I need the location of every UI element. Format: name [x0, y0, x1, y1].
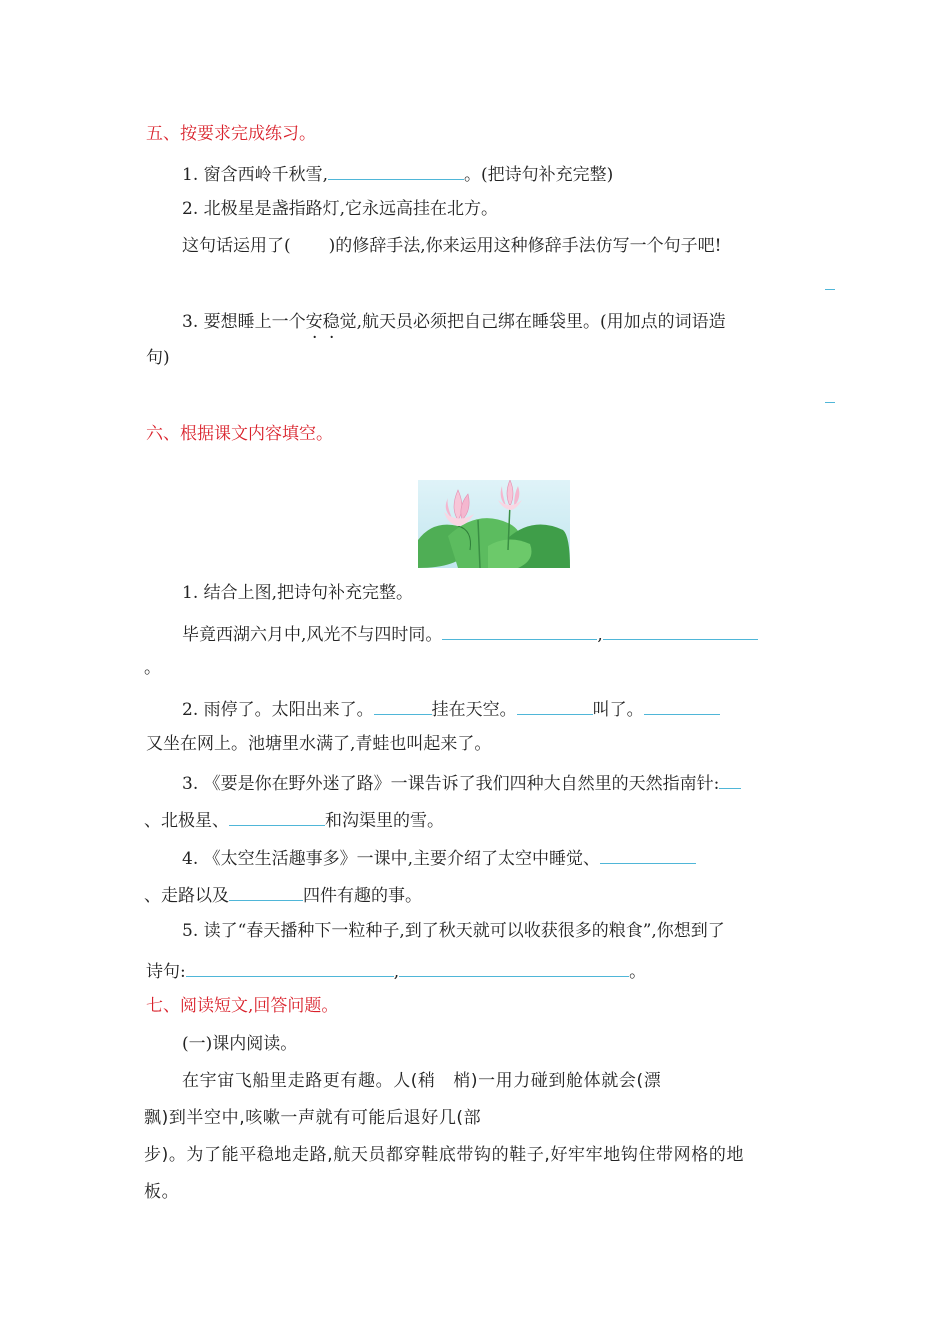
s7-subtitle: (一)课内阅读。	[182, 1034, 298, 1054]
s5-q1-blank[interactable]	[328, 161, 464, 180]
s6-q3-text-a: 3. 《要是你在野外迷了路》一课告诉了我们四种大自然里的天然指南针:	[182, 774, 720, 794]
s6-q5-blank-2[interactable]	[399, 958, 629, 977]
s5-q1	[182, 161, 613, 186]
s5-q2-prompt-b: )的修辞手法,你来运用这种修辞手法仿写一个句子吧!	[328, 236, 722, 256]
s6-q4-blank-2[interactable]	[229, 882, 303, 901]
s6-q3-text-c: 和沟渠里的雪。	[325, 811, 444, 831]
s6-q1-poem	[182, 621, 758, 646]
s6-q4-text-c: 四件有趣的事。	[303, 886, 422, 906]
s6-q5-comma: ,	[393, 962, 400, 982]
s6-q3-text-b: 、北极星、	[144, 811, 229, 831]
s6-q2-text-c: 叫了。	[592, 700, 644, 720]
s7-passage-line-3: 步)。为了能平稳地走路,航天员都穿鞋底带钩的鞋子,好牢牢地钩住带网格的地	[144, 1145, 745, 1165]
lotus-illustration	[418, 480, 570, 568]
s6-q3-blank-2[interactable]	[229, 807, 325, 826]
s6-q2-line2: 又坐在网上。池塘里水满了,青蛙也叫起来了。	[146, 734, 492, 754]
s5-q3-line2: 句)	[146, 348, 170, 368]
s5-q3-line1: 3. 要想睡上一个安稳觉,航天员必须把自己绑在睡袋里。(用加点的词语造	[182, 312, 726, 332]
s6-q3-blank-1[interactable]	[719, 770, 741, 789]
s5-q2-prompt-a: 这句话运用了(	[182, 236, 291, 256]
s6-q4-line1	[182, 845, 696, 870]
s5-q2-answer-line[interactable]	[825, 289, 835, 290]
s5-q2-prompt	[182, 235, 722, 257]
s5-q1-text: 1. 窗含西岭千秋雪,	[182, 165, 329, 185]
s5-q1-suffix: 。(把诗句补充完整)	[464, 165, 614, 185]
s6-q1-title: 1. 结合上图,把诗句补充完整。	[182, 583, 414, 603]
emphasis-dot-2: ·	[329, 328, 335, 348]
s6-q5-end: 。	[629, 962, 647, 982]
section-6-title: 六、根据课文内容填空。	[146, 424, 333, 444]
s7-passage-line-2: 飘)到半空中,咳嗽一声就有可能后退好几(部	[144, 1108, 482, 1128]
s6-q4-line2	[144, 882, 422, 907]
s6-q4-blank-1[interactable]	[600, 845, 696, 864]
s5-q2-sentence: 2. 北极星是盏指路灯,它永远高挂在北方。	[182, 199, 499, 219]
s7-passage-line-4: 板。	[144, 1182, 180, 1202]
s7-passage-line-1: 在宇宙飞船里走路更有趣。人(稍 梢)一用力碰到舱体就会(漂	[182, 1071, 662, 1091]
s6-q5-line1: 5. 读了“春天播种下一粒种子,到了秋天就可以收获很多的粮食”,你想到了	[182, 921, 725, 941]
s6-q1-comma: ,	[597, 625, 603, 645]
s6-q1-blank-2[interactable]	[603, 621, 758, 640]
s6-q1-end: 。	[144, 658, 161, 678]
s6-q5-line2	[146, 958, 646, 983]
s6-q5-text: 诗句:	[146, 962, 186, 982]
s6-q2-blank-1[interactable]	[374, 696, 432, 715]
s5-q3-answer-line[interactable]	[825, 402, 835, 403]
s6-q4-text-a: 4. 《太空生活趣事多》一课中,主要介绍了太空中睡觉、	[182, 849, 601, 869]
section-5-title: 五、按要求完成练习。	[146, 124, 316, 144]
s6-q5-blank-1[interactable]	[186, 958, 394, 977]
s6-q2-blank-2[interactable]	[517, 696, 593, 715]
emphasis-dot-1: ·	[312, 328, 318, 348]
s6-q1-poem-text: 毕竟西湖六月中,风光不与四时同。	[182, 625, 443, 645]
s6-q2-blank-3[interactable]	[644, 696, 720, 715]
s6-q3-line2	[144, 807, 444, 832]
s6-q2-text-b: 挂在天空。	[431, 700, 517, 720]
s6-q4-text-b: 、走路以及	[144, 886, 229, 906]
s6-q2-line1	[182, 696, 720, 721]
s6-q3-line1	[182, 770, 741, 795]
s6-q1-blank-1[interactable]	[442, 621, 597, 640]
s6-q2-text-a: 2. 雨停了。太阳出来了。	[182, 700, 374, 720]
section-7-title: 七、阅读短文,回答问题。	[146, 996, 339, 1016]
